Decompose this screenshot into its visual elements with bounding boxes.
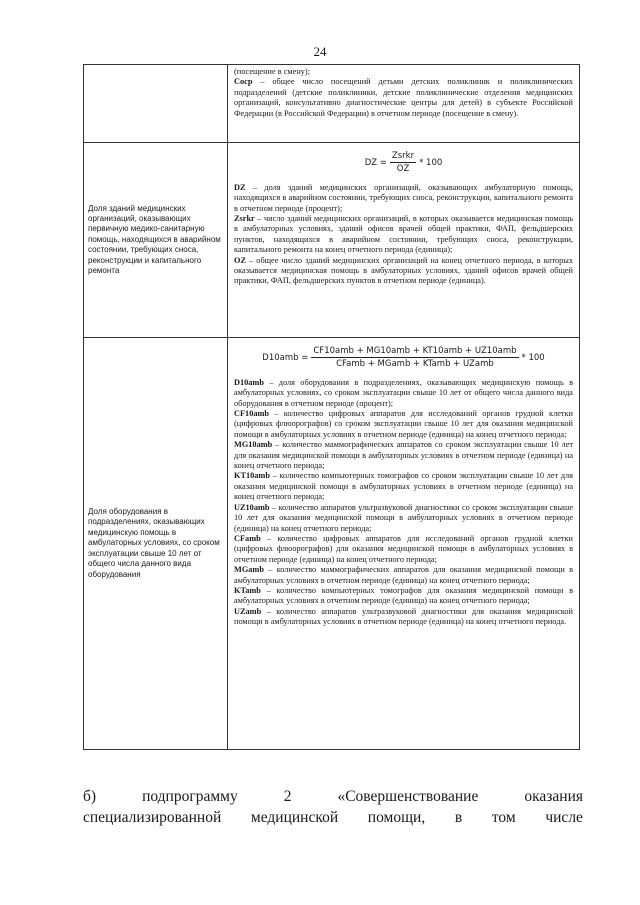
definition-term: MG10amb <box>234 440 273 450</box>
table-row <box>84 65 580 143</box>
definition-text: – количество маммографических аппаратов для оказания медицинской помощи в амбулаторных условиях в отчетном периоде (единица) на конец отчетного периода; <box>234 565 573 585</box>
definition-text: – количество аппаратов ультразвуковой диагностики для оказания медицинской помощи в амбулаторных условиях в отчетном периоде (единица) на конец отчетного периода. <box>234 606 573 627</box>
indicator-name-cell <box>84 338 228 750</box>
paragraph-line <box>83 807 583 828</box>
definition-term: UZ10amb <box>234 502 270 512</box>
definition <box>234 565 573 586</box>
definition-term: D10amb <box>234 377 264 387</box>
indicator-method-cell <box>228 338 580 750</box>
definition <box>234 534 573 565</box>
indicator-name <box>84 65 227 69</box>
formula <box>234 346 573 370</box>
formula <box>234 151 573 175</box>
word: б) <box>83 788 97 805</box>
formula-rhs: * 100 <box>419 157 443 168</box>
definition <box>234 440 573 471</box>
definition-text: – общее число зданий медицинских организаций на конец отчетного периода, в которых оказывается медицинская помощь в амбулаторных условиях, зданий офисов врачей общей практики, ФАП, фельдшерских пунктов в отчетном периоде (единица). <box>234 255 573 286</box>
word: том <box>491 809 516 826</box>
formula-lhs: D10amb = <box>262 352 309 363</box>
method-text <box>228 143 579 290</box>
formula-fraction <box>311 346 518 370</box>
definition <box>234 77 573 119</box>
definition-term: OZ <box>234 255 246 265</box>
formula-denominator: CFamb + MGamb + KTamb + UZamb <box>336 359 494 370</box>
definition <box>234 607 573 628</box>
definition-text: – количество компьютерных томографов для оказания медицинской помощи в амбулаторных условиях в отчетном периоде (единица) на конец отчетного периода; <box>234 585 573 606</box>
method-text <box>228 338 579 631</box>
definition <box>234 183 573 214</box>
definition <box>234 471 573 502</box>
definition <box>234 503 573 534</box>
definition-term: CFamb <box>234 533 261 543</box>
method-text <box>228 65 579 122</box>
definition <box>234 256 573 287</box>
definition-text: – число зданий медицинских организаций, в которых оказывается медицинская помощь в амбулаторных условиях, зданий офисов врачей общей практики, ФАП, фельдшерских пунктов, находящихся в аварийном состоянии, требующих сноса, реконструкции, капитального ремонта на конец отчетного периода (единица); <box>234 214 573 255</box>
definition-term: KT10amb <box>234 471 270 481</box>
definition <box>234 586 573 607</box>
indicator-method-cell <box>228 65 580 143</box>
definition-term: MGamb <box>234 565 264 575</box>
definition-term: DZ <box>234 182 246 192</box>
indicator-method-cell <box>228 143 580 338</box>
formula-fraction <box>390 151 416 175</box>
formula-rhs: * 100 <box>521 352 545 363</box>
word: помощи, <box>367 809 426 826</box>
indicators-table <box>83 64 580 750</box>
definition-text: – количество цифровых аппаратов для исследований органов грудной клетки (цифровых флюорографов) со сроком эксплуатации свыше 10 лет для оказания медицинской помощи в амбулаторных условиях в отчетном периоде (единица) на конец отчетного периода; <box>234 409 573 439</box>
page-number: 24 <box>313 44 327 59</box>
word: 2 <box>283 788 292 805</box>
formula-numerator: CF10amb + MG10amb + KT10amb + UZ10amb <box>311 346 518 358</box>
definition-term: Cоср <box>234 77 253 87</box>
definition-text: – количество маммографических аппаратов со сроком эксплуатации свыше 10 лет для оказания медицинской помощи в амбулаторных условиях в отчетном периоде (единица) на конец отчетного периода; <box>234 440 573 471</box>
continued-text: (посещение в смену); <box>234 67 310 76</box>
formula-numerator: Zsrkr <box>390 151 416 163</box>
definition-text: – количество аппаратов ультразвуковой диагностики со сроком эксплуатации свыше 10 лет для оказания медицинской помощи в амбулаторных условиях в отчетном периоде (единица) на конец отчетного периода; <box>234 502 573 533</box>
definition <box>234 378 573 409</box>
definition-term: CF10amb <box>234 409 270 419</box>
word: специализированной <box>83 809 222 826</box>
definition-text: – доля зданий медицинских организаций, оказывающих амбулаторную помощь, находящихся в аварийном состоянии, требующих сноса, реконструкции, капитального ремонта в отчетном периоде (процент); <box>234 182 573 213</box>
definition-term: UZamb <box>234 606 262 616</box>
definition-term: Zsrkr <box>234 214 255 224</box>
formula-denominator: OZ <box>396 164 410 175</box>
indicator-name: Доля зданий медицинских организаций, оказывающих первичную медико-санитарную помощь, находящихся в аварийном состоянии, требующих сноса, реконструкции и капитального ремонта <box>88 203 221 276</box>
formula-lhs: DZ = <box>364 157 387 168</box>
table-row <box>84 143 580 338</box>
indicator-name-cell <box>84 65 228 143</box>
definition-term: KTamb <box>234 585 261 595</box>
definition-text: – количество компьютерных томографов со сроком эксплуатации свыше 10 лет для оказания медицинской помощи в амбулаторных условиях в отчетном периоде (единица) на конец отчетного периода; <box>234 471 573 502</box>
definition <box>234 409 573 440</box>
definition <box>234 214 573 256</box>
table-row <box>84 338 580 750</box>
body-paragraph <box>83 786 583 828</box>
word: в <box>454 809 463 826</box>
word: оказания <box>524 788 583 805</box>
indicator-name: Доля оборудования в подразделениях, оказывающих медицинскую помощь в амбулаторных условиях, со сроком эксплуатации свыше 10 лет от общего числа данного вида оборудования <box>88 507 220 579</box>
word: подпрограмму <box>142 788 238 805</box>
indicator-name-cell <box>84 143 228 338</box>
definition-text: – количество цифровых аппаратов для исследований органов грудной клетки (цифровых флюорографов) для оказания медицинской помощи в амбулаторных условиях в отчетном периоде (единица) на конец отчетного периода; <box>234 533 573 564</box>
word: числе <box>545 809 583 826</box>
word: медицинской <box>250 809 339 826</box>
definition-text: – общее число посещений детьми детских поликлиник и поликлинических подразделений (детские поликлиники, детские поликлинические отделения медицинских организаций, консультативно диагностические центры для детей) в субъекте Российской Федерации (в Российской Федерации) в отчетном периоде (посещение в смену). <box>234 77 573 118</box>
word: «Совершенствование <box>337 788 479 805</box>
definition-text: – доля оборудования в подразделениях, оказывающих медицинскую помощь в амбулаторных условиях, со сроком эксплуатации свыше 10 лет от общего числа данного вида оборудования в отчетном периоде (процент); <box>234 377 573 408</box>
paragraph-line <box>83 786 583 807</box>
